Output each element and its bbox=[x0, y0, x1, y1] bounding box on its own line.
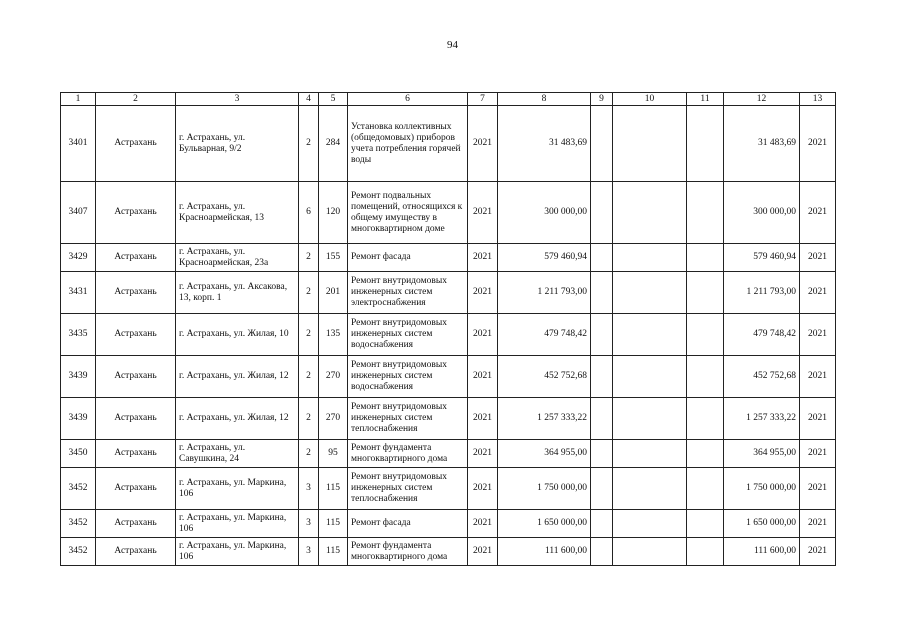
column-9-cell bbox=[591, 106, 613, 182]
municipality-cell: Астрахань bbox=[96, 538, 176, 566]
area-cell: 155 bbox=[319, 244, 348, 272]
total-cost-cell: 300 000,00 bbox=[498, 182, 591, 244]
column-9-cell bbox=[591, 538, 613, 566]
object-id-cell: 3452 bbox=[61, 538, 96, 566]
fund-cost-cell: 1 211 793,00 bbox=[724, 272, 800, 314]
total-cost-cell: 31 483,69 bbox=[498, 106, 591, 182]
column-11-cell bbox=[687, 510, 724, 538]
municipality-cell: Астрахань bbox=[96, 468, 176, 510]
completion-year-cell: 2021 bbox=[800, 356, 836, 398]
total-cost-cell: 1 650 000,00 bbox=[498, 510, 591, 538]
column-header: 10 bbox=[613, 93, 687, 106]
column-9-cell bbox=[591, 314, 613, 356]
work-type-cell: Ремонт фасада bbox=[348, 244, 468, 272]
year-cell: 2021 bbox=[468, 538, 498, 566]
work-type-cell: Ремонт внутридомовых инженерных систем теплоснабжения bbox=[348, 468, 468, 510]
fund-cost-cell: 111 600,00 bbox=[724, 538, 800, 566]
fund-cost-cell: 31 483,69 bbox=[724, 106, 800, 182]
column-9-cell bbox=[591, 510, 613, 538]
address-cell: г. Астрахань, ул. Красноармейская, 23а bbox=[176, 244, 299, 272]
object-id-cell: 3439 bbox=[61, 356, 96, 398]
completion-year-cell: 2021 bbox=[800, 314, 836, 356]
fund-cost-cell: 1 650 000,00 bbox=[724, 510, 800, 538]
fund-cost-cell: 364 955,00 bbox=[724, 440, 800, 468]
fund-cost-cell: 1 257 333,22 bbox=[724, 398, 800, 440]
column-10-cell bbox=[613, 244, 687, 272]
object-id-cell: 3439 bbox=[61, 398, 96, 440]
completion-year-cell: 2021 bbox=[800, 510, 836, 538]
floors-cell: 2 bbox=[299, 314, 319, 356]
table-row bbox=[61, 314, 836, 356]
completion-year-cell: 2021 bbox=[800, 398, 836, 440]
fund-cost-cell: 479 748,42 bbox=[724, 314, 800, 356]
table-row bbox=[61, 398, 836, 440]
object-id-cell: 3431 bbox=[61, 272, 96, 314]
year-cell: 2021 bbox=[468, 182, 498, 244]
area-cell: 95 bbox=[319, 440, 348, 468]
area-cell: 270 bbox=[319, 356, 348, 398]
page-number: 94 bbox=[447, 39, 458, 51]
column-10-cell bbox=[613, 272, 687, 314]
address-cell: г. Астрахань, ул. Маркина, 106 bbox=[176, 468, 299, 510]
column-11-cell bbox=[687, 106, 724, 182]
area-cell: 135 bbox=[319, 314, 348, 356]
completion-year-cell: 2021 bbox=[800, 440, 836, 468]
address-cell: г. Астрахань, ул. Маркина, 106 bbox=[176, 510, 299, 538]
table-row bbox=[61, 468, 836, 510]
object-id-cell: 3407 bbox=[61, 182, 96, 244]
column-header: 11 bbox=[687, 93, 724, 106]
total-cost-cell: 579 460,94 bbox=[498, 244, 591, 272]
fund-cost-cell: 1 750 000,00 bbox=[724, 468, 800, 510]
work-type-cell: Ремонт фундамента многоквартирного дома bbox=[348, 440, 468, 468]
municipality-cell: Астрахань bbox=[96, 272, 176, 314]
table-row bbox=[61, 106, 836, 182]
area-cell: 115 bbox=[319, 510, 348, 538]
column-11-cell bbox=[687, 440, 724, 468]
area-cell: 284 bbox=[319, 106, 348, 182]
table-row bbox=[61, 244, 836, 272]
column-10-cell bbox=[613, 182, 687, 244]
total-cost-cell: 479 748,42 bbox=[498, 314, 591, 356]
area-cell: 120 bbox=[319, 182, 348, 244]
completion-year-cell: 2021 bbox=[800, 468, 836, 510]
address-cell: г. Астрахань, ул. Маркина, 106 bbox=[176, 538, 299, 566]
column-10-cell bbox=[613, 106, 687, 182]
column-header: 2 bbox=[96, 93, 176, 106]
fund-cost-cell: 300 000,00 bbox=[724, 182, 800, 244]
area-cell: 115 bbox=[319, 538, 348, 566]
year-cell: 2021 bbox=[468, 440, 498, 468]
floors-cell: 2 bbox=[299, 244, 319, 272]
completion-year-cell: 2021 bbox=[800, 272, 836, 314]
fund-cost-cell: 579 460,94 bbox=[724, 244, 800, 272]
table-row bbox=[61, 272, 836, 314]
table-row bbox=[61, 182, 836, 244]
table-row bbox=[61, 356, 836, 398]
year-cell: 2021 bbox=[468, 272, 498, 314]
address-cell: г. Астрахань, ул. Савушкина, 24 bbox=[176, 440, 299, 468]
column-11-cell bbox=[687, 356, 724, 398]
column-header: 3 bbox=[176, 93, 299, 106]
column-header: 5 bbox=[319, 93, 348, 106]
municipality-cell: Астрахань bbox=[96, 182, 176, 244]
work-type-cell: Ремонт внутридомовых инженерных систем водоснабжения bbox=[348, 314, 468, 356]
object-id-cell: 3450 bbox=[61, 440, 96, 468]
column-header: 13 bbox=[800, 93, 836, 106]
municipality-cell: Астрахань bbox=[96, 510, 176, 538]
column-9-cell bbox=[591, 468, 613, 510]
municipality-cell: Астрахань bbox=[96, 314, 176, 356]
work-type-cell: Установка коллективных (общедомовых) приборов учета потребления горячей воды bbox=[348, 106, 468, 182]
year-cell: 2021 bbox=[468, 244, 498, 272]
table-row bbox=[61, 510, 836, 538]
column-number-header-row bbox=[61, 93, 836, 106]
area-cell: 201 bbox=[319, 272, 348, 314]
work-type-cell: Ремонт подвальных помещений, относящихся к общему имуществу в многоквартирном доме bbox=[348, 182, 468, 244]
year-cell: 2021 bbox=[468, 314, 498, 356]
object-id-cell: 3435 bbox=[61, 314, 96, 356]
column-11-cell bbox=[687, 468, 724, 510]
column-11-cell bbox=[687, 182, 724, 244]
municipality-cell: Астрахань bbox=[96, 398, 176, 440]
table-row bbox=[61, 538, 836, 566]
register-table bbox=[60, 92, 836, 566]
municipality-cell: Астрахань bbox=[96, 440, 176, 468]
completion-year-cell: 2021 bbox=[800, 244, 836, 272]
column-header: 4 bbox=[299, 93, 319, 106]
year-cell: 2021 bbox=[468, 398, 498, 440]
year-cell: 2021 bbox=[468, 510, 498, 538]
work-type-cell: Ремонт внутридомовых инженерных систем теплоснабжения bbox=[348, 398, 468, 440]
floors-cell: 2 bbox=[299, 440, 319, 468]
object-id-cell: 3452 bbox=[61, 468, 96, 510]
completion-year-cell: 2021 bbox=[800, 538, 836, 566]
column-10-cell bbox=[613, 510, 687, 538]
municipality-cell: Астрахань bbox=[96, 106, 176, 182]
work-type-cell: Ремонт внутридомовых инженерных систем электроснабжения bbox=[348, 272, 468, 314]
year-cell: 2021 bbox=[468, 356, 498, 398]
object-id-cell: 3452 bbox=[61, 510, 96, 538]
area-cell: 115 bbox=[319, 468, 348, 510]
total-cost-cell: 1 257 333,22 bbox=[498, 398, 591, 440]
floors-cell: 3 bbox=[299, 510, 319, 538]
total-cost-cell: 452 752,68 bbox=[498, 356, 591, 398]
floors-cell: 6 bbox=[299, 182, 319, 244]
column-header: 1 bbox=[61, 93, 96, 106]
work-type-cell: Ремонт фасада bbox=[348, 510, 468, 538]
column-10-cell bbox=[613, 356, 687, 398]
work-type-cell: Ремонт фундамента многоквартирного дома bbox=[348, 538, 468, 566]
column-10-cell bbox=[613, 468, 687, 510]
object-id-cell: 3429 bbox=[61, 244, 96, 272]
column-9-cell bbox=[591, 182, 613, 244]
column-header: 6 bbox=[348, 93, 468, 106]
column-10-cell bbox=[613, 538, 687, 566]
column-9-cell bbox=[591, 272, 613, 314]
column-9-cell bbox=[591, 440, 613, 468]
floors-cell: 2 bbox=[299, 106, 319, 182]
table-row bbox=[61, 440, 836, 468]
column-10-cell bbox=[613, 440, 687, 468]
floors-cell: 2 bbox=[299, 272, 319, 314]
year-cell: 2021 bbox=[468, 468, 498, 510]
address-cell: г. Астрахань, ул. Жилая, 12 bbox=[176, 356, 299, 398]
column-11-cell bbox=[687, 398, 724, 440]
address-cell: г. Астрахань, ул. Жилая, 12 bbox=[176, 398, 299, 440]
column-9-cell bbox=[591, 356, 613, 398]
total-cost-cell: 1 211 793,00 bbox=[498, 272, 591, 314]
address-cell: г. Астрахань, ул. Красноармейская, 13 bbox=[176, 182, 299, 244]
year-cell: 2021 bbox=[468, 106, 498, 182]
completion-year-cell: 2021 bbox=[800, 182, 836, 244]
column-11-cell bbox=[687, 314, 724, 356]
floors-cell: 3 bbox=[299, 468, 319, 510]
column-11-cell bbox=[687, 244, 724, 272]
column-9-cell bbox=[591, 398, 613, 440]
column-header: 8 bbox=[498, 93, 591, 106]
column-11-cell bbox=[687, 538, 724, 566]
total-cost-cell: 364 955,00 bbox=[498, 440, 591, 468]
address-cell: г. Астрахань, ул. Аксакова, 13, корп. 1 bbox=[176, 272, 299, 314]
floors-cell: 2 bbox=[299, 356, 319, 398]
fund-cost-cell: 452 752,68 bbox=[724, 356, 800, 398]
floors-cell: 3 bbox=[299, 538, 319, 566]
total-cost-cell: 1 750 000,00 bbox=[498, 468, 591, 510]
column-header: 12 bbox=[724, 93, 800, 106]
municipality-cell: Астрахань bbox=[96, 244, 176, 272]
column-header: 9 bbox=[591, 93, 613, 106]
area-cell: 270 bbox=[319, 398, 348, 440]
column-10-cell bbox=[613, 398, 687, 440]
address-cell: г. Астрахань, ул. Бульварная, 9/2 bbox=[176, 106, 299, 182]
object-id-cell: 3401 bbox=[61, 106, 96, 182]
floors-cell: 2 bbox=[299, 398, 319, 440]
total-cost-cell: 111 600,00 bbox=[498, 538, 591, 566]
column-11-cell bbox=[687, 272, 724, 314]
column-header: 7 bbox=[468, 93, 498, 106]
address-cell: г. Астрахань, ул. Жилая, 10 bbox=[176, 314, 299, 356]
work-type-cell: Ремонт внутридомовых инженерных систем водоснабжения bbox=[348, 356, 468, 398]
column-10-cell bbox=[613, 314, 687, 356]
municipality-cell: Астрахань bbox=[96, 356, 176, 398]
column-9-cell bbox=[591, 244, 613, 272]
completion-year-cell: 2021 bbox=[800, 106, 836, 182]
